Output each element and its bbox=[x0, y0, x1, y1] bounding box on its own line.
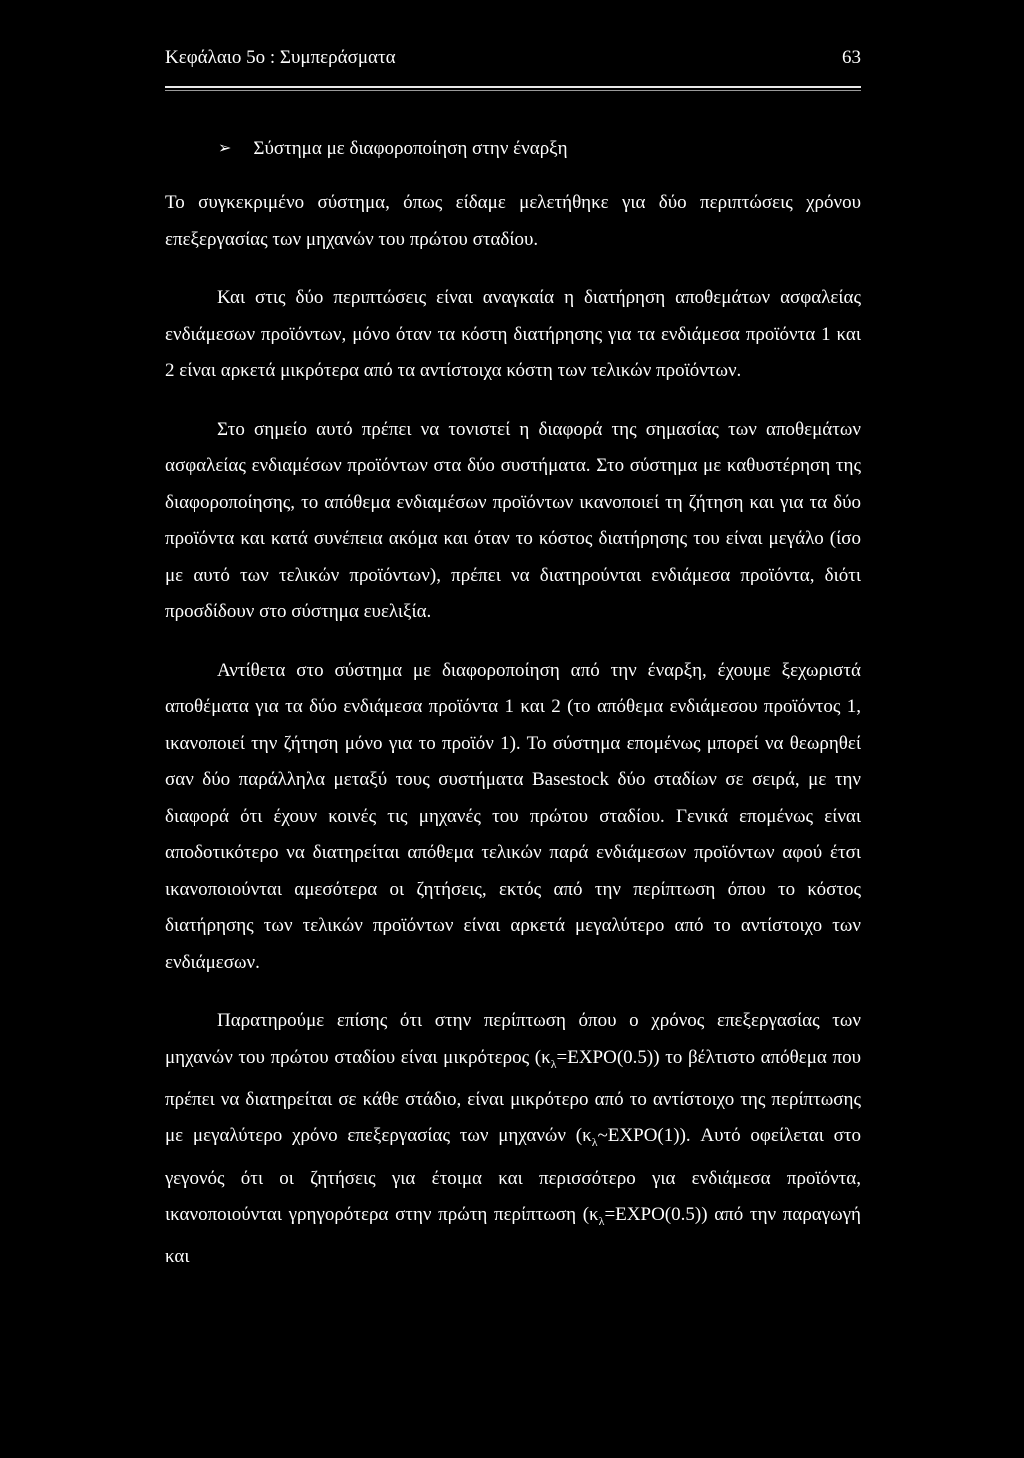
page-header bbox=[165, 47, 861, 75]
subscript-lambda: λ bbox=[598, 1213, 605, 1228]
paragraph-5-text-b: =EXPO(0.5)) το βέλτιστο απόθεμα που πρέπει να διατηρείται σε κάθε στάδιο, είναι μικρότερο από το αντίστοιχο της περίπτωσης με μεγαλύτερο χρόνο επεξεργασίας των μηχανών (κ bbox=[165, 1046, 862, 1147]
paragraph-2: Και στις δύο περιπτώσεις είναι αναγκαία η διατήρηση αποθεμάτων ασφαλείας ενδιάμεσων προϊόντων, μόνο όταν τα κόστη διατήρησης για τα ενδιάμεσα προϊόντα 1 και 2 είναι αρκετά μικρότερα από τα αντίστοιχα κόστη των τελικών προϊόντων. bbox=[165, 287, 861, 381]
paragraph-5-text-d: =EXPO(0.5)) από την παραγωγή και bbox=[165, 1204, 861, 1268]
header-rule bbox=[165, 86, 861, 91]
section-bullet bbox=[218, 138, 568, 160]
paragraph-3: Στο σημείο αυτό πρέπει να τονιστεί η διαφορά της σημασίας των αποθεμάτων ασφαλείας ενδιαμέσων προϊόντων στα δύο συστήματα. Στο σύστημα με καθυστέρηση της διαφοροποίησης, το απόθεμα ενδιαμέσων προϊόντων ικανοποιεί τη ζήτηση και για τα δύο προϊόντα και κατά συνέπεια ακόμα και όταν το κόστος διατήρησης του είναι μεγάλο (ίσο με αυτό των τελικών προϊόντων), πρέπει να διατηρούνται ενδιάμεσα προϊόντα, διότι προσδίδουν στο σύστημα ευελιξία. bbox=[165, 418, 861, 622]
page-number: 63 bbox=[842, 47, 861, 68]
chapter-title: Κεφάλαιο 5ο : Συμπεράσματα bbox=[165, 47, 396, 68]
paragraph-5-text-a: Παρατηρούμε επίσης ότι στην περίπτωση όπου ο χρόνος επεξεργασίας των μηχανών του πρώτου σταδίου είναι μικρότερος (κ bbox=[165, 1010, 861, 1068]
paragraph-4: Αντίθετα στο σύστημα με διαφοροποίηση από την έναρξη, έχουμε ξεχωριστά αποθέματα για τα δύο ενδιάμεσα προϊόντα 1 και 2 (το απόθεμα ενδιάμεσου προϊόντος 1, ικανοποιεί την ζήτηση μόνο για το προϊόν 1). Το σύστημα επομένως μπορεί να θεωρηθεί σαν δύο παράλληλα μεταξύ τους συστήματα Basestock δύο σταδίων σε σειρά, με την διαφορά ότι έχουν κοινές τις μηχανές του πρώτου σταδίου. Γενικά επομένως είναι αποδοτικότερο να διατηρείται απόθεμα τελικών παρά ενδιάμεσων προϊόντων αφού έτσι ικανοποιούνται αμεσότερα οι ζητήσεις, εκτός από την περίπτωση όπου το κόστος διατήρησης των τελικών προϊόντων είναι αρκετά μεγαλύτερο από το αντίστοιχο των ενδιάμεσων. bbox=[165, 659, 861, 973]
arrow-bullet-icon: ➢ bbox=[218, 140, 232, 157]
paragraph-1: Το συγκεκριμένο σύστημα, όπως είδαμε μελετήθηκε για δύο περιπτώσεις χρόνου επεξεργασίας των μηχανών του πρώτου σταδίου. bbox=[165, 192, 861, 250]
paragraph-5 bbox=[165, 1003, 861, 1276]
paragraph-5-text-c: ~EXPO(1)). Αυτό οφείλεται στο γεγονός ότι οι ζητήσεις για έτοιμα και περισσότερο για ενδιάμεσα προϊόντα, ικανοποιούνται γρηγορότερα στην πρώτη περίπτωση (κ bbox=[165, 1125, 862, 1226]
body-text bbox=[165, 185, 861, 1276]
section-heading: Σύστημα με διαφοροποίηση στην έναρξη bbox=[253, 138, 568, 159]
subscript-lambda: λ bbox=[591, 1135, 598, 1150]
subscript-lambda: λ bbox=[550, 1056, 557, 1071]
